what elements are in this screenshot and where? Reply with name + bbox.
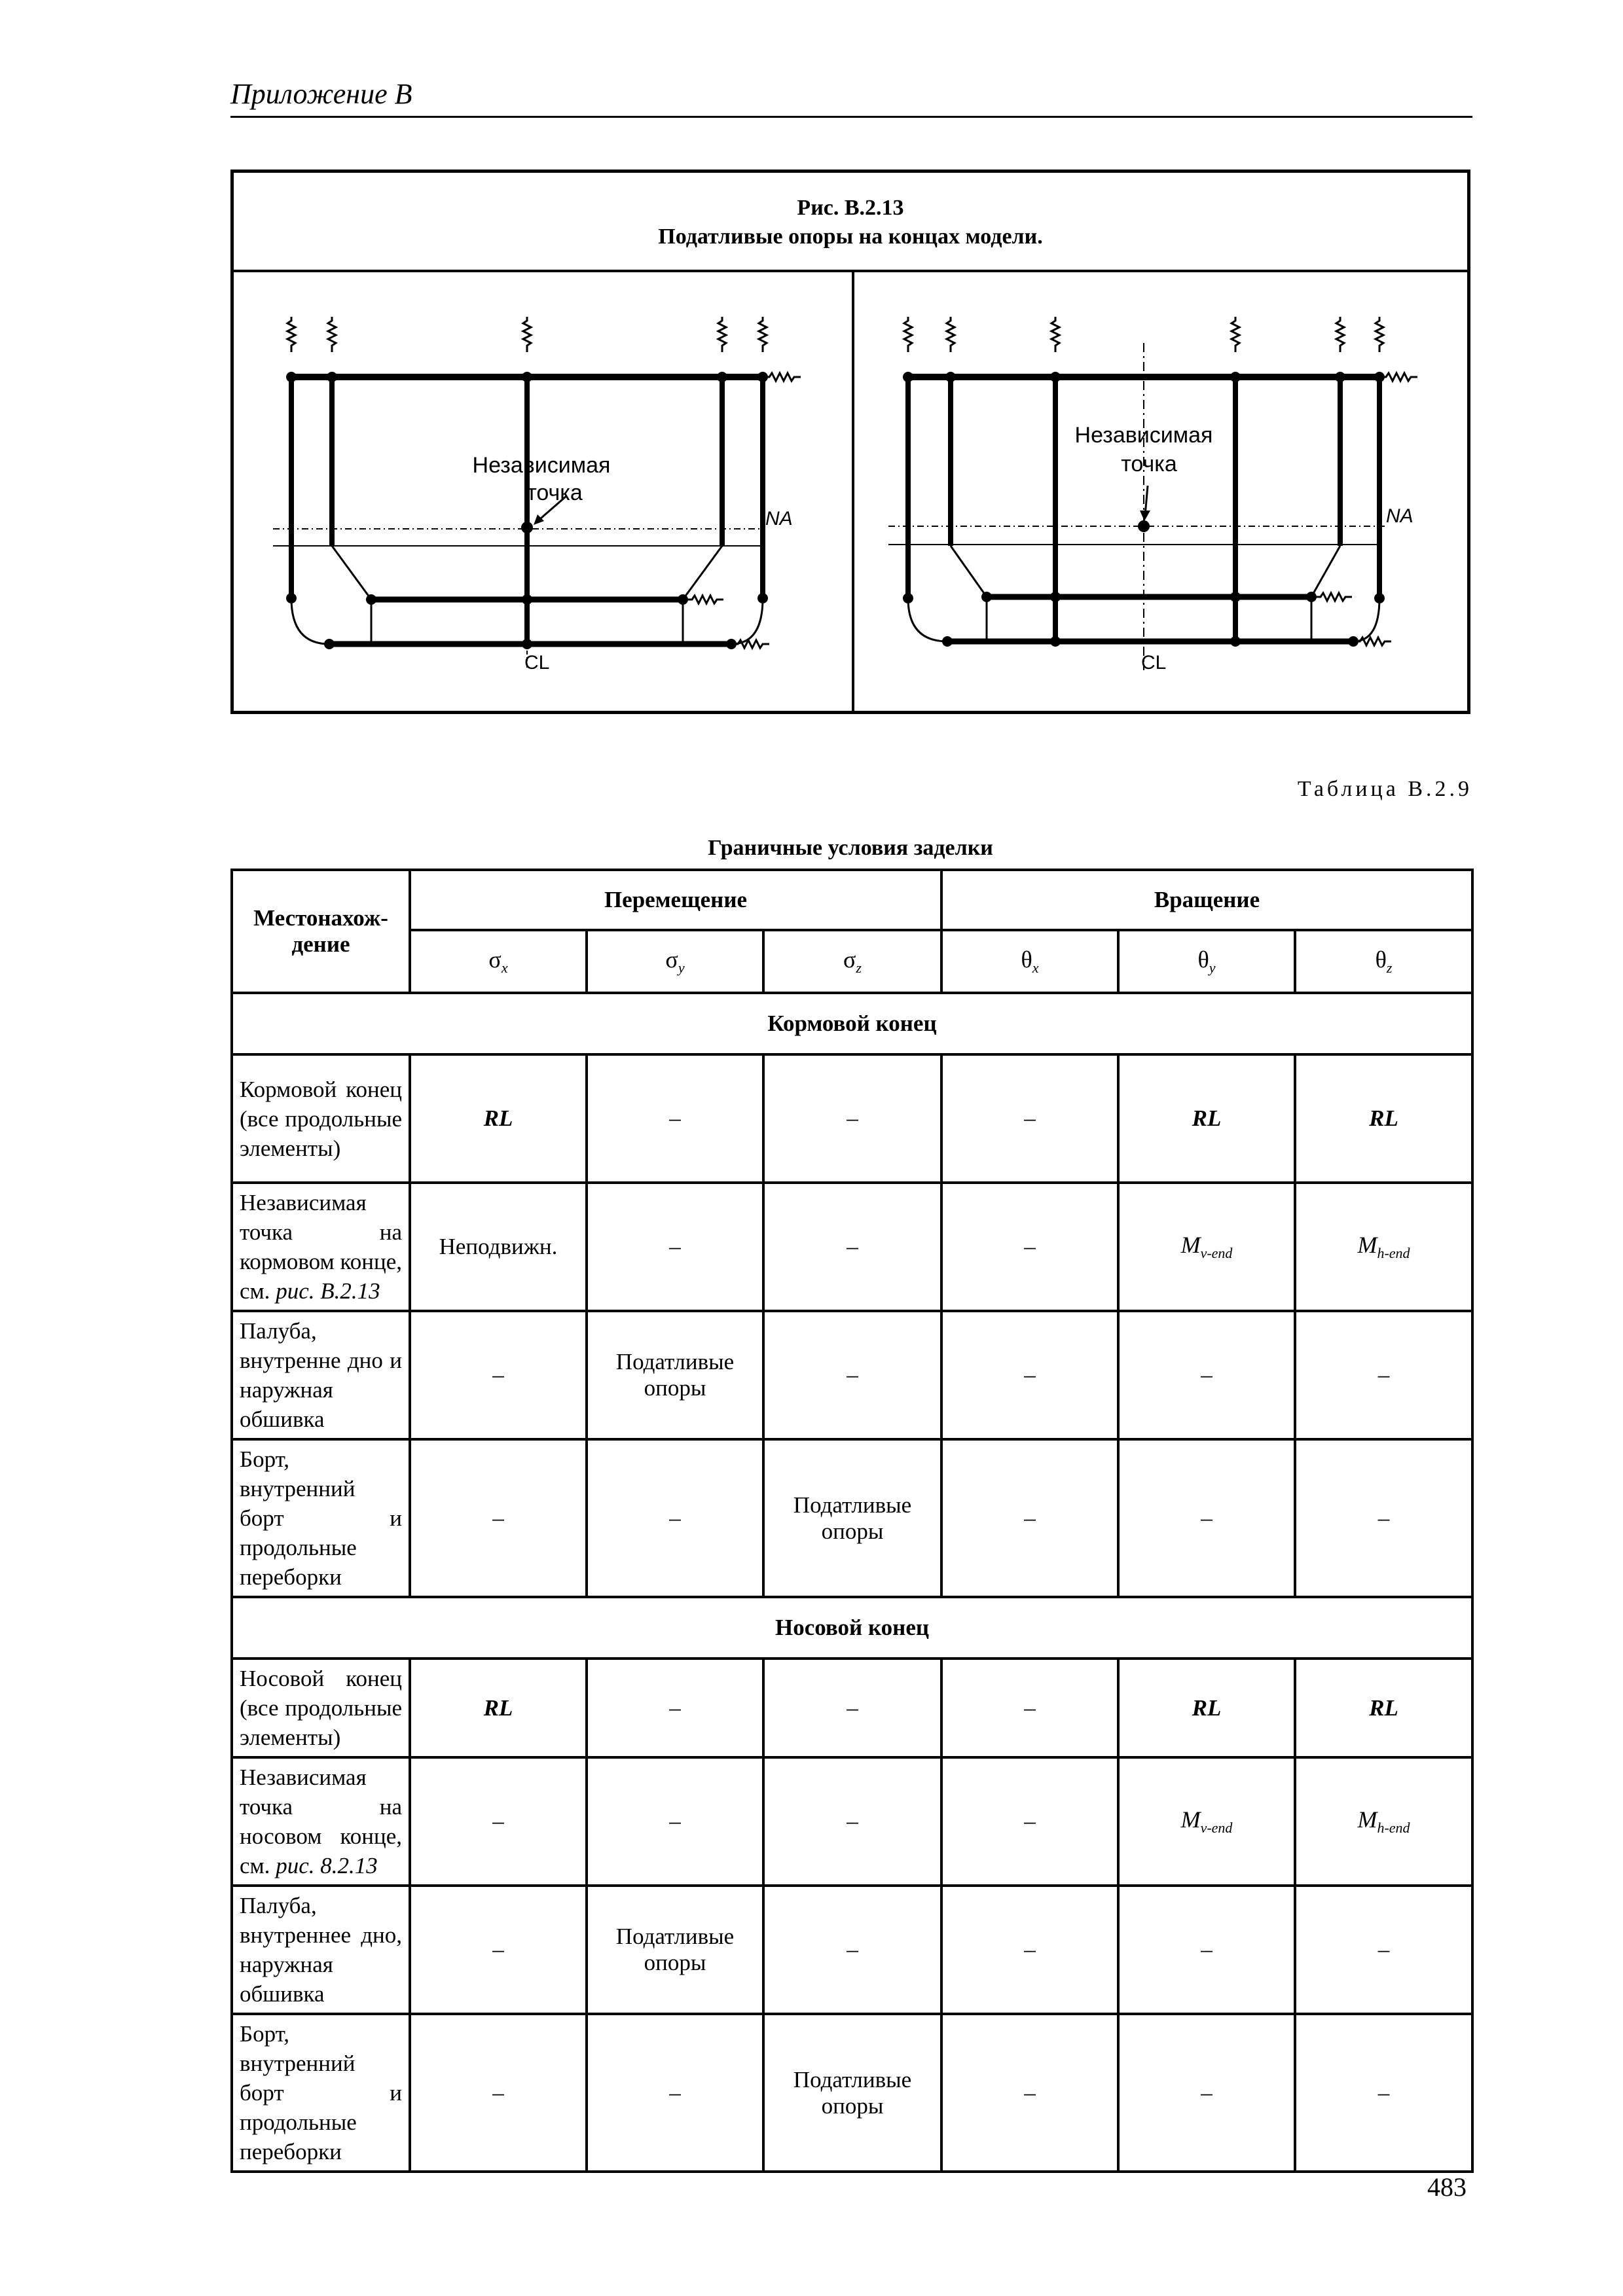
independent-point-label-2: точка — [1121, 452, 1177, 476]
hull-diagram-right — [856, 278, 1468, 709]
table-row — [232, 1757, 1472, 1886]
section-header-aft: Кормовой конец — [232, 993, 1472, 1054]
value-cell: – — [1118, 1311, 1295, 1439]
table-row — [232, 1659, 1472, 1757]
value-cell: – — [941, 1054, 1118, 1183]
value-cell: – — [941, 1183, 1118, 1311]
location-cell: Носовой конец (все продольные элементы) — [232, 1659, 410, 1757]
figure-caption — [234, 173, 1467, 272]
value-cell: – — [410, 2014, 587, 2172]
value-cell: Неподвижн. — [410, 1183, 587, 1311]
figure-number: Рис. B.2.13 — [797, 196, 904, 220]
independent-point-label-1: Независимая — [472, 453, 611, 478]
table-row — [232, 2014, 1472, 2172]
page-header-title: Приложение B — [230, 78, 412, 110]
value-cell: – — [410, 1757, 587, 1886]
hull-diagram-left — [234, 278, 847, 709]
value-cell: – — [763, 1311, 941, 1439]
value-cell: – — [1118, 2014, 1295, 2172]
na-label: NA — [1386, 505, 1413, 527]
value-cell: – — [941, 1886, 1118, 2014]
location-cell: Палуба, внутреннее дно, наружная обшивка — [232, 1886, 410, 2014]
na-label: NA — [765, 508, 793, 529]
value-cell: – — [1295, 1439, 1472, 1597]
independent-point-label-2: точка — [526, 480, 583, 505]
location-cell: Независимая точка на носовом конце, см. рис. 8.2.13 — [232, 1757, 410, 1886]
table-row — [232, 1183, 1472, 1311]
value-cell: $M_{v-end}$ — [1118, 1757, 1295, 1886]
location-cell: Палуба, внутренне дно и наружная обшивка — [232, 1311, 410, 1439]
value-cell: – — [941, 2014, 1118, 2172]
boundary-conditions-table — [230, 869, 1474, 2173]
value-cell: RL — [1295, 1054, 1472, 1183]
independent-point-label-1: Независимая — [1074, 423, 1213, 448]
location-cell: Кормовой конец (все продольные элементы) — [232, 1054, 410, 1183]
header-translation: Перемещение — [410, 870, 941, 930]
subheader-cell: $\theta_y$ — [1118, 930, 1295, 993]
value-cell: – — [587, 2014, 763, 2172]
subheader-cell: $\sigma_x$ — [410, 930, 587, 993]
value-cell: – — [763, 1886, 941, 2014]
value-cell: – — [587, 1054, 763, 1183]
value-cell: Податливые опоры — [763, 1439, 941, 1597]
subheader-cell: $\sigma_y$ — [587, 930, 763, 993]
cl-label: CL — [1141, 652, 1167, 673]
value-cell: – — [587, 1439, 763, 1597]
figure-title: Податливые опоры на концах модели. — [658, 224, 1043, 249]
value-cell: – — [1295, 1311, 1472, 1439]
value-cell: – — [1295, 2014, 1472, 2172]
location-cell: Независимая точка на кормовом конце, см. рис. B.2.13 — [232, 1183, 410, 1311]
table-row — [232, 1439, 1472, 1597]
value-cell: RL — [1118, 1659, 1295, 1757]
value-cell: RL — [1295, 1659, 1472, 1757]
cl-label: CL — [524, 652, 550, 673]
value-cell: – — [410, 1439, 587, 1597]
value-cell: $M_{h-end}$ — [1295, 1183, 1472, 1311]
figure-panel-left — [234, 278, 847, 709]
table-number: Таблица B.2.9 — [1297, 777, 1472, 801]
value-cell: RL — [410, 1659, 587, 1757]
value-cell: – — [587, 1757, 763, 1886]
header-location: Местонахож-дение — [232, 870, 410, 993]
value-cell: $M_{h-end}$ — [1295, 1757, 1472, 1886]
table-row — [232, 1886, 1472, 2014]
value-cell: – — [941, 1439, 1118, 1597]
page-number: 483 — [1427, 2172, 1467, 2202]
value-cell: RL — [410, 1054, 587, 1183]
table-row — [232, 1311, 1472, 1439]
value-cell: Податливые опоры — [763, 2014, 941, 2172]
location-cell: Борт, внутренний борт и продольные переборки — [232, 1439, 410, 1597]
value-cell: RL — [1118, 1054, 1295, 1183]
value-cell: – — [763, 1054, 941, 1183]
table-row — [232, 1054, 1472, 1183]
subheader-cell: $\sigma_z$ — [763, 930, 941, 993]
value-cell: Податливые опоры — [587, 1311, 763, 1439]
subheader-cell: $\theta_z$ — [1295, 930, 1472, 993]
subheader-cell: $\theta_x$ — [941, 930, 1118, 993]
table-title: Граничные условия заделки — [708, 836, 993, 860]
figure-divider — [852, 272, 854, 714]
value-cell: – — [763, 1757, 941, 1886]
value-cell: – — [410, 1886, 587, 2014]
value-cell: $M_{v-end}$ — [1118, 1183, 1295, 1311]
value-cell: – — [1118, 1886, 1295, 2014]
value-cell: – — [587, 1659, 763, 1757]
value-cell: – — [1295, 1886, 1472, 2014]
header-rotation: Вращение — [941, 870, 1472, 930]
header-rule — [230, 116, 1472, 118]
value-cell: – — [587, 1183, 763, 1311]
value-cell: – — [763, 1183, 941, 1311]
section-header-fwd: Носовой конец — [232, 1597, 1472, 1659]
value-cell: – — [941, 1757, 1118, 1886]
value-cell: – — [941, 1659, 1118, 1757]
value-cell: – — [941, 1311, 1118, 1439]
figure-frame — [230, 170, 1470, 714]
value-cell: – — [410, 1311, 587, 1439]
value-cell: – — [1118, 1439, 1295, 1597]
value-cell: – — [763, 1659, 941, 1757]
value-cell: Податливые опоры — [587, 1886, 763, 2014]
location-cell: Борт, внутренний борт и продольные переборки — [232, 2014, 410, 2172]
figure-panel-right — [856, 278, 1468, 709]
